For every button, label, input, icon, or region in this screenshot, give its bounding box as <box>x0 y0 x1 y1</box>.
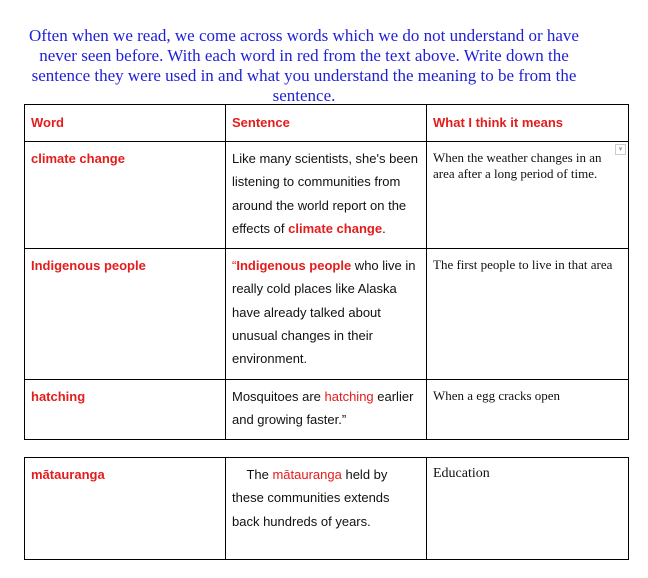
sentence-text: earlier and growing faster.” <box>232 389 414 428</box>
sentence-cell <box>226 380 427 440</box>
meaning-cell[interactable] <box>427 142 629 249</box>
sentence-text: Like many scientists, she's been listening to communities from around the world report on the effects of <box>232 151 419 236</box>
header-meaning: What I think it means <box>427 105 629 142</box>
highlighted-word: hatching <box>324 389 374 404</box>
sentence-text: “ <box>232 258 237 273</box>
meaning-text: When the weather changes in an area after a long period of time. <box>433 150 602 181</box>
word-cell: Indigenous people <box>25 249 226 380</box>
vocabulary-table <box>24 104 629 440</box>
sentence-text: The <box>232 467 273 482</box>
sentence-cell <box>226 458 427 560</box>
table-row <box>25 249 629 380</box>
table-row <box>25 380 629 440</box>
word-cell: mātauranga <box>25 458 226 560</box>
vocabulary-table-continued <box>24 457 629 560</box>
word-cell: hatching <box>25 380 226 440</box>
meaning-cell[interactable]: When a egg cracks open <box>427 380 629 440</box>
highlighted-word: Indigenous people <box>236 258 352 273</box>
table-row <box>25 458 629 560</box>
instructions-text: Often when we read, we come across words which we do not understand or have never seen before. With each word in red from the text above. Write down the sentence they were used in and what you understand the meaning to be from the sentence. <box>29 26 579 105</box>
sentence-text: . <box>382 220 386 236</box>
highlighted-word: mātauranga <box>272 467 342 482</box>
header-row <box>25 105 629 142</box>
meaning-cell[interactable]: Education <box>427 458 629 560</box>
word-cell: climate change <box>25 142 226 249</box>
sentence-text: held by these communities extends back hundreds of years. <box>232 467 394 529</box>
sentence-cell <box>226 142 427 249</box>
header-sentence: Sentence <box>226 105 427 142</box>
dropdown-marker-icon[interactable]: ▾ <box>615 144 626 155</box>
table-row <box>25 142 629 249</box>
header-word: Word <box>25 105 226 142</box>
sentence-cell <box>226 249 427 380</box>
highlighted-word: climate change <box>288 220 383 236</box>
meaning-cell[interactable]: The first people to live in that area <box>427 249 629 380</box>
sentence-text: Mosquitoes are <box>232 389 325 404</box>
sentence-text: who live in really cold places like Alaska have already talked about unusual changes in their environment. <box>232 258 416 367</box>
